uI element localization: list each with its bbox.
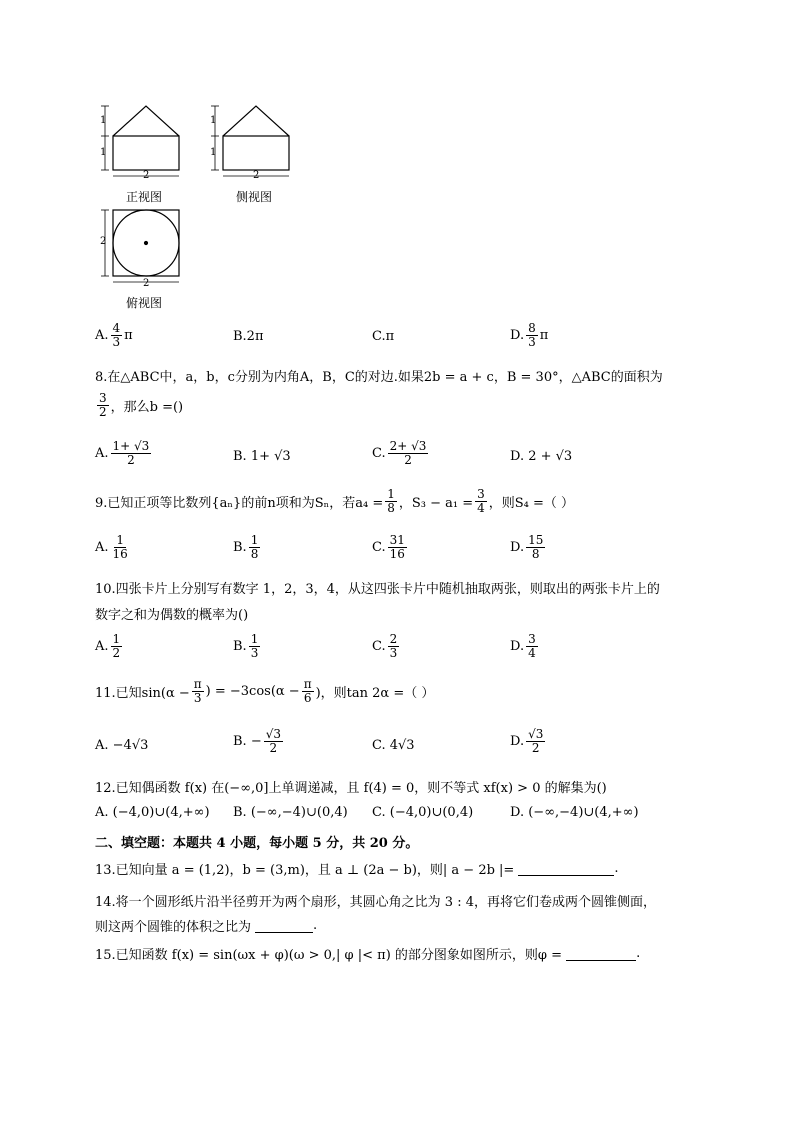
side-view-drawing xyxy=(211,106,289,176)
option-text: C.π xyxy=(372,329,395,344)
fraction xyxy=(388,440,429,466)
stem-text: 则这两个圆锥的体积之比为 xyxy=(95,920,252,935)
answer-blank[interactable] xyxy=(566,946,636,961)
denominator: 16 xyxy=(389,546,405,561)
q10-option-b xyxy=(233,633,262,659)
option-label: B. − xyxy=(233,733,262,749)
denominator: 3 xyxy=(389,645,398,660)
denominator: 8 xyxy=(250,546,259,561)
numerator: π xyxy=(193,677,202,691)
fraction xyxy=(302,678,314,704)
side-dim-bottom: 1 xyxy=(210,147,217,158)
q14-stem-line1: 14.将一个圆形纸片沿半径剪开为两个扇形，其圆心角之比为 3 : 4，再将它们卷成两个圆锥侧面， xyxy=(95,895,656,910)
fraction xyxy=(249,534,261,560)
denominator: 2 xyxy=(99,404,107,419)
denominator: 3 xyxy=(112,334,121,349)
option-text: B. (−∞,−4)∪(0,4) xyxy=(233,805,348,820)
numerator: 3 xyxy=(477,487,485,501)
stem-tail: ，那么b =() xyxy=(110,399,184,415)
q11-option-a xyxy=(95,738,148,753)
option-text: D. (−∞,−4)∪(4,+∞) xyxy=(510,805,639,820)
front-dim-bottom: 1 xyxy=(100,147,107,158)
option-label: A. xyxy=(95,327,109,343)
denominator: 2 xyxy=(404,452,412,467)
stem-end: . xyxy=(313,918,318,933)
side-dim-width: 2 xyxy=(253,170,260,181)
stem-part: 9.已知正项等比数列{aₙ}的前n项和为Sₙ，若a₄ = xyxy=(95,495,384,511)
fraction xyxy=(111,440,152,466)
denominator: 8 xyxy=(387,500,395,515)
denominator: 4 xyxy=(528,645,536,660)
numerator: 3 xyxy=(528,632,536,646)
fraction xyxy=(249,633,261,659)
q7-option-b xyxy=(233,329,264,344)
denominator: 2 xyxy=(269,740,278,755)
stem-part: ) = −3cos(α − xyxy=(205,683,300,699)
numerator: 3 xyxy=(99,391,107,405)
stem-text: 13.已知向量 a = (1,2)，b = (3,m)，且 a ⊥ (2a − b)，则| a − 2b |= xyxy=(95,863,515,878)
option-text: C. (−4,0)∪(0,4) xyxy=(372,805,474,820)
denominator: 3 xyxy=(193,690,202,705)
numerator: 1 xyxy=(250,632,259,646)
numerator: 1 xyxy=(112,632,121,646)
top-view-drawing xyxy=(101,210,179,282)
stem-text: 15.已知函数 f(x) = sin(ωx + φ)(ω > 0,| φ |< π) 的部分图象如图所示，则φ = xyxy=(95,948,563,963)
denominator: 2 xyxy=(112,645,121,660)
denominator: 2 xyxy=(127,452,135,467)
numerator: 1 xyxy=(250,533,259,547)
option-label: D. xyxy=(510,539,525,555)
numerator: π xyxy=(303,677,312,691)
stem-part: )，则tan 2α =（ ） xyxy=(315,685,435,701)
answer-blank[interactable] xyxy=(518,861,614,876)
denominator: 3 xyxy=(528,334,536,349)
option-text: D. 2 + √3 xyxy=(510,449,573,464)
fraction xyxy=(526,322,538,348)
option-tail: π xyxy=(539,327,549,343)
front-view-caption: 正视图 xyxy=(126,190,163,204)
fraction xyxy=(111,322,123,348)
fraction xyxy=(111,534,130,560)
top-view-caption: 俯视图 xyxy=(126,296,163,310)
option-label: D. xyxy=(510,733,525,749)
q7-option-d xyxy=(510,322,548,348)
q10-stem-line1: 10.四张卡片上分别写有数字 1，2，3，4，从这四张卡片中随机抽取两张，则取出的两张卡片上的 xyxy=(95,582,660,597)
option-text: C. 4√3 xyxy=(372,738,415,753)
q10-option-d xyxy=(510,633,540,659)
option-text: B.2π xyxy=(233,329,264,344)
numerator: 1 xyxy=(387,487,395,501)
denominator: 16 xyxy=(112,546,128,561)
option-tail: π xyxy=(124,327,133,343)
stem-end: . xyxy=(614,861,619,876)
q12-option-b xyxy=(233,805,348,820)
q9-option-d xyxy=(510,534,547,560)
q8-option-c xyxy=(372,440,430,466)
q12-option-d xyxy=(510,805,639,820)
fraction xyxy=(475,488,487,514)
fraction xyxy=(388,534,407,560)
q12-option-c xyxy=(372,805,473,820)
numerator: 8 xyxy=(528,321,536,335)
q8-option-a xyxy=(95,440,153,466)
q11-option-c xyxy=(372,738,415,753)
fraction xyxy=(526,728,545,754)
denominator: 4 xyxy=(477,500,485,515)
stem-part: ，S₃ − a₁ = xyxy=(398,495,474,511)
q10-stem-line2: 数字之和为偶数的概率为() xyxy=(95,608,249,623)
option-label: D. xyxy=(510,638,525,654)
fraction xyxy=(526,633,538,659)
option-label: A. xyxy=(95,445,109,461)
q8-stem-line1: 8.在△ABC中，a，b，c分别为内角A，B，C的对边.如果2b = a + c，B = 30°，△ABC的面积为 xyxy=(95,370,663,385)
numerator: 31 xyxy=(389,533,405,547)
option-label: C. xyxy=(372,445,386,461)
q9-stem xyxy=(95,488,574,514)
q7-option-a xyxy=(95,322,133,348)
q13-stem xyxy=(95,859,618,878)
answer-blank[interactable] xyxy=(255,918,313,933)
q8-option-b xyxy=(233,449,291,464)
option-label: C. xyxy=(372,638,386,654)
q7-option-c xyxy=(372,329,394,344)
stem-part: ，则S₄ =（ ） xyxy=(488,495,575,511)
option-label: D. xyxy=(510,327,525,343)
q11-option-b xyxy=(233,728,285,754)
q15-stem xyxy=(95,944,640,963)
option-label: A. xyxy=(95,539,109,555)
q12-option-a xyxy=(95,805,210,820)
q9-option-c xyxy=(372,534,409,560)
q12-stem: 12.已知偶函数 f(x) 在(−∞,0]上单调递减，且 f(4) = 0，则不等式 xf(x) > 0 的解集为() xyxy=(95,781,607,796)
option-text: B. 1+ √3 xyxy=(233,449,291,464)
q11-stem xyxy=(95,678,434,704)
q11-option-d xyxy=(510,728,547,754)
fraction xyxy=(264,728,283,754)
numerator: 4 xyxy=(112,321,121,335)
fraction xyxy=(111,633,123,659)
numerator: 15 xyxy=(528,533,544,547)
option-label: B. xyxy=(233,539,247,555)
q10-option-c xyxy=(372,633,401,659)
front-view-drawing xyxy=(101,106,179,176)
section-heading: 二、填空题：本题共 4 小题，每小题 5 分，共 20 分。 xyxy=(95,836,419,851)
option-label: B. xyxy=(233,638,247,654)
side-view-caption: 侧视图 xyxy=(236,190,273,204)
q9-option-b xyxy=(233,534,262,560)
option-label: C. xyxy=(372,539,386,555)
q14-stem-line2 xyxy=(95,916,317,935)
fraction xyxy=(192,678,204,704)
front-dim-width: 2 xyxy=(143,170,150,181)
fraction xyxy=(97,392,109,418)
numerator: √3 xyxy=(265,727,281,741)
fraction xyxy=(388,633,400,659)
stem-part: 11.已知sin(α − xyxy=(95,685,190,701)
side-dim-top: 1 xyxy=(210,115,217,126)
numerator: 1 xyxy=(116,533,124,547)
numerator: 2+ √3 xyxy=(389,439,427,453)
q10-option-a xyxy=(95,633,124,659)
option-text: A. −4√3 xyxy=(95,738,149,753)
stem-end: . xyxy=(636,946,641,961)
top-dim-height: 2 xyxy=(100,236,107,247)
q8-option-d xyxy=(510,449,572,464)
fraction xyxy=(385,488,397,514)
q9-option-a xyxy=(95,534,132,560)
numerator: 2 xyxy=(389,632,398,646)
denominator: 2 xyxy=(531,740,540,755)
numerator: 1+ √3 xyxy=(112,439,150,453)
option-label: A. xyxy=(95,638,109,654)
fraction xyxy=(526,534,545,560)
q8-stem-line2 xyxy=(95,392,183,418)
numerator: √3 xyxy=(528,727,544,741)
denominator: 6 xyxy=(303,690,312,705)
denominator: 8 xyxy=(531,546,540,561)
top-dim-width: 2 xyxy=(143,278,150,289)
denominator: 3 xyxy=(250,645,259,660)
front-dim-top: 1 xyxy=(100,115,107,126)
option-text: A. (−4,0)∪(4,+∞) xyxy=(95,805,210,820)
